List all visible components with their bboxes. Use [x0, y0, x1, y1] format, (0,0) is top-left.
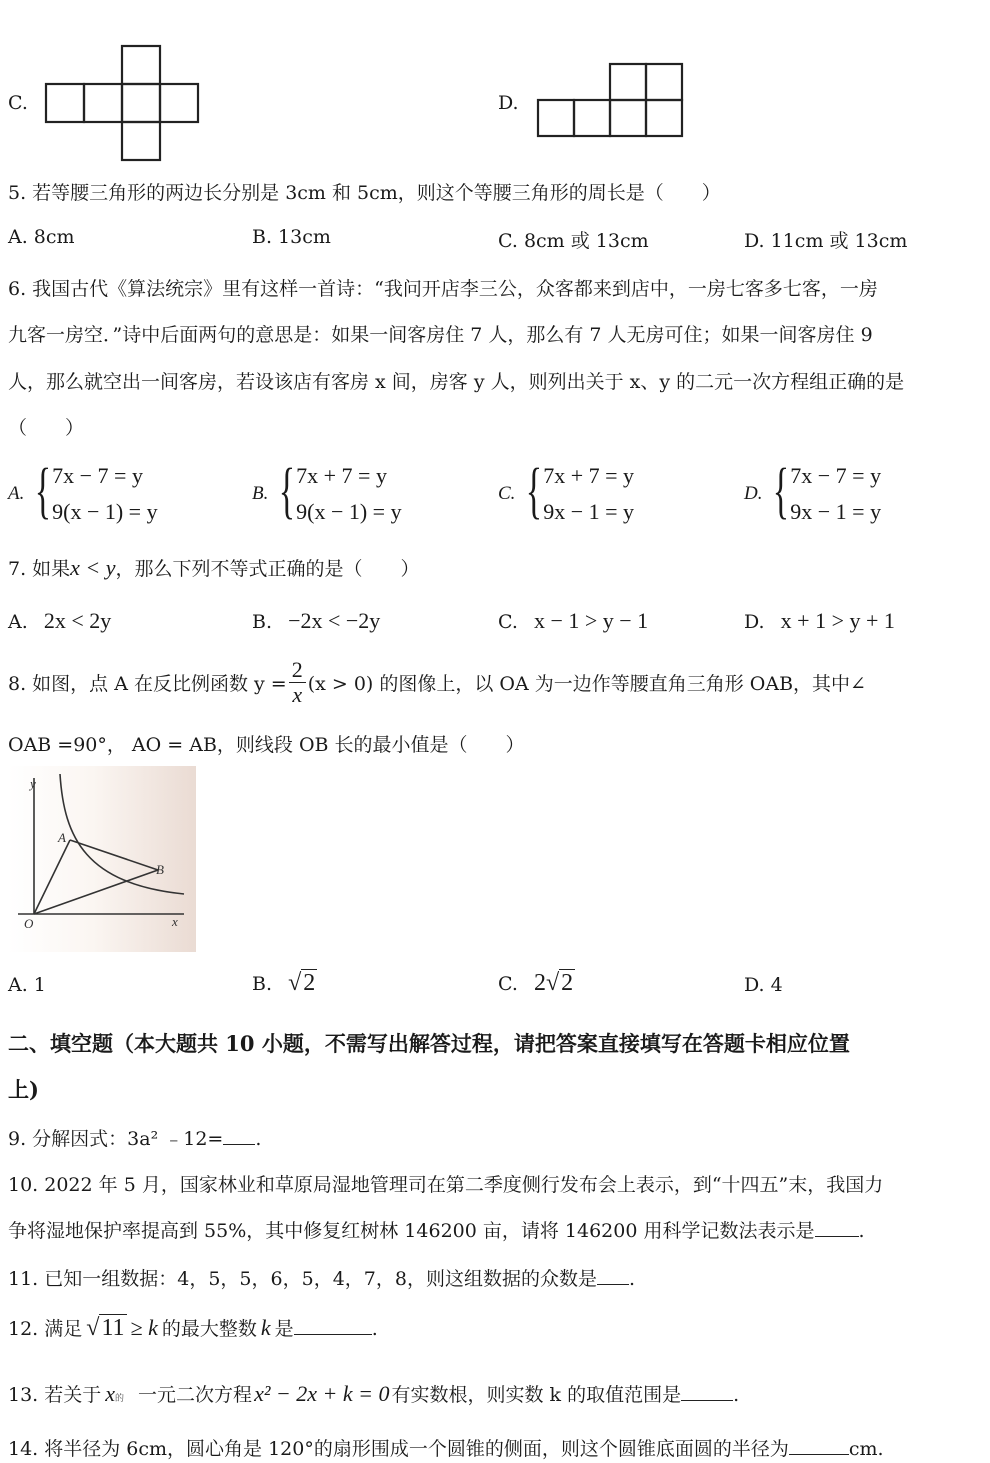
- q8-fraction: [289, 658, 306, 707]
- q12-part-3: 是: [274, 1318, 294, 1340]
- q11-answer-blank[interactable]: [597, 1266, 629, 1285]
- q6-option-b-label: B.: [252, 483, 269, 504]
- q6-line-4: （ ）: [8, 417, 85, 439]
- q7-option-a-math: 2x < 2y: [43, 608, 112, 633]
- q12-end: .: [371, 1318, 378, 1340]
- q6-option-b: [252, 458, 402, 530]
- q12-part-1: 12. 满足: [8, 1318, 83, 1340]
- q6-option-b-eq1: 7x + 7 = y: [296, 463, 387, 488]
- q12: [8, 1314, 378, 1342]
- q6-line-3: 人，那么就空出一间客房，若设该店有客房 x 间，房客 y 人，则列出关于 x、y 的二元一次方程组正确的是: [8, 371, 905, 393]
- q6-brace-a: {: [35, 457, 52, 525]
- q6-option-d-eq1: 7x − 7 = y: [790, 463, 882, 488]
- q7-option-c-label: C.: [498, 611, 518, 633]
- q7-option-d: [744, 608, 895, 634]
- q14: [8, 1434, 884, 1461]
- q11-end: .: [628, 1268, 636, 1290]
- q13-part-1: 13. 若关于: [8, 1384, 102, 1406]
- q14-text: 14. 将半径为 6cm，圆心角是 120°的扇形围成一个圆锥的侧面，则这个圆锥底面圆的半径为: [8, 1438, 789, 1460]
- q13-end: .: [733, 1384, 740, 1406]
- q5-option-b: B. 13cm: [252, 226, 331, 248]
- q6-brace-c: {: [526, 457, 543, 525]
- q10-answer-blank[interactable]: [815, 1218, 859, 1237]
- q8-option-b-sqrt: √2: [288, 970, 316, 996]
- q4-net-d-figure: [536, 62, 686, 138]
- q7-stem-math: x < y: [70, 555, 116, 580]
- q13-part-3: 有实数根，则实数 k 的取值范围是: [391, 1384, 682, 1406]
- q9: [8, 1124, 261, 1151]
- q12-radicand: 11: [101, 1315, 125, 1341]
- q6-option-c: [498, 458, 634, 530]
- q7-option-b: [252, 608, 380, 634]
- q11-text: 11. 已知一组数据：4，5，5，6，5，4，7，8，则这组数据的众数是: [8, 1268, 597, 1290]
- section-2-title-line-1: 二、填空题（本大题共 10 小题，不需写出解答过程，请把答案直接填写在答题卡相应位置: [8, 1031, 850, 1056]
- q5-option-a: A. 8cm: [8, 226, 75, 248]
- q8-figure-background: [8, 766, 196, 952]
- q6-line-1: 6. 我国古代《算法统宗》里有这样一首诗：“我问开店李三公，众客都来到店中，一房七客多七客，一房: [8, 278, 878, 300]
- q8-stem-line-2: OAB =90°， AO = AB，则线段 OB 长的最小值是（ ）: [8, 734, 525, 756]
- q7-option-d-label: D.: [744, 611, 765, 633]
- q10-line-2: 争将湿地保护率提高到 55%，其中修复红树林 146200 亩，请将 146200 用科学记数法表示是: [8, 1220, 815, 1242]
- q7-stem-suffix: ，那么下列不等式正确的是（ ）: [115, 558, 420, 580]
- q8-figure-label-y: y: [30, 776, 36, 791]
- q10-end: .: [858, 1220, 865, 1242]
- q9-text: 9. 分解因式：3a² ﹣12=: [8, 1128, 224, 1150]
- q4-option-d-label: D.: [498, 92, 519, 114]
- q10-line-1: 10. 2022 年 5 月，国家林业和草原局湿地管理司在第二季度侧行发布会上表示，到“十四五”末，我国力: [8, 1174, 884, 1196]
- q8-option-a: A. 1: [8, 974, 46, 996]
- q8-figure: [8, 766, 196, 952]
- q6-option-d: [744, 458, 881, 530]
- q8-figure-label-a: A: [58, 830, 66, 845]
- q5-option-c: C. 8cm 或 13cm: [498, 230, 649, 252]
- q6-brace-b: {: [279, 457, 296, 525]
- q8-option-c-radicand: 2: [561, 970, 574, 996]
- q12-part-2: 的最大整数: [161, 1318, 257, 1340]
- q8-figure-label-x: x: [172, 914, 178, 929]
- q6-option-a-eq1: 7x − 7 = y: [52, 463, 143, 488]
- q6-option-b-eq2: 9(x − 1) = y: [296, 499, 402, 524]
- q9-answer-blank[interactable]: [223, 1126, 255, 1145]
- q14-end: cm.: [848, 1438, 884, 1460]
- q7-option-c-math: x − 1 > y − 1: [533, 608, 649, 633]
- q12-answer-blank[interactable]: [294, 1316, 372, 1335]
- q6-option-d-eq2: 9x − 1 = y: [790, 499, 882, 524]
- q6-option-c-label: C.: [498, 483, 516, 504]
- q4-option-c-label: C.: [8, 92, 28, 114]
- q13-part-2: 一元二次方程: [138, 1384, 253, 1406]
- q8-figure-label-b: B: [156, 862, 164, 877]
- q13-answer-blank[interactable]: [681, 1382, 733, 1401]
- q8-option-c-label: C.: [498, 973, 518, 995]
- q6-option-a-eq2: 9(x − 1) = y: [52, 499, 158, 524]
- q6-option-a-label: A.: [8, 483, 25, 504]
- q6-option-c-eq2: 9x − 1 = y: [543, 499, 635, 524]
- q8-option-b: [252, 970, 317, 997]
- q8-fraction-numerator: 2: [289, 658, 306, 683]
- q13-equation: x² − 2x + k = 0: [254, 1381, 390, 1406]
- q7-option-c: [498, 608, 648, 634]
- q12-sqrt: √11: [86, 1315, 125, 1341]
- q8-option-d: D. 4: [744, 974, 783, 996]
- section-2-title-line-2: 上): [8, 1077, 39, 1102]
- q8-figure-label-o: O: [24, 916, 34, 931]
- q5-stem: 5. 若等腰三角形的两边长分别是 3cm 和 5cm，则这个等腰三角形的周长是（ ）: [8, 182, 721, 204]
- q12-k: k: [260, 1315, 271, 1340]
- q7-stem-prefix: 7. 如果: [8, 558, 71, 580]
- q8-stem-line-1: [8, 658, 866, 707]
- q13-superscript: 的: [115, 1394, 125, 1404]
- q4-net-c-figure: [44, 44, 200, 162]
- q7-option-d-math: x + 1 > y + 1: [780, 608, 895, 633]
- q9-end: .: [255, 1128, 262, 1150]
- q12-inequality: ≥ k: [130, 1315, 158, 1340]
- q8-option-b-radicand: 2: [303, 970, 316, 996]
- q8-option-c-coefficient: 2: [533, 970, 546, 996]
- q13: [8, 1380, 739, 1407]
- q6-option-c-eq1: 7x + 7 = y: [543, 463, 635, 488]
- q7-option-b-math: −2x < −2y: [288, 608, 381, 633]
- q7-option-b-label: B.: [252, 611, 273, 633]
- q5-option-d: D. 11cm 或 13cm: [744, 230, 908, 252]
- q11: [8, 1264, 635, 1291]
- q7-option-a-label: A.: [8, 611, 28, 633]
- q14-answer-blank[interactable]: [789, 1436, 849, 1455]
- q13-x: x: [105, 1381, 116, 1406]
- q8-stem-part-1: 8. 如图，点 A 在反比例函数 y =: [8, 673, 287, 695]
- q7-option-a: [8, 608, 111, 634]
- q6-brace-d: {: [773, 457, 790, 525]
- q8-option-b-label: B.: [252, 973, 273, 995]
- q6-option-d-label: D.: [744, 483, 763, 504]
- q8-option-c-sqrt: 2√2: [533, 970, 574, 996]
- q6-option-a: [8, 458, 158, 530]
- q7-stem: [8, 554, 420, 581]
- q8-option-c: [498, 970, 575, 997]
- q8-fraction-denominator: x: [292, 682, 303, 707]
- q8-stem-part-2: (x > 0) 的图像上，以 OA 为一边作等腰直角三角形 OAB，其中∠: [307, 673, 866, 695]
- q10-line-2-wrap: [8, 1216, 865, 1243]
- q6-line-2: 九客一房空．”诗中后面两句的意思是：如果一间客房住 7 人，那么有 7 人无房可住；如果一间客房住 9: [8, 324, 873, 346]
